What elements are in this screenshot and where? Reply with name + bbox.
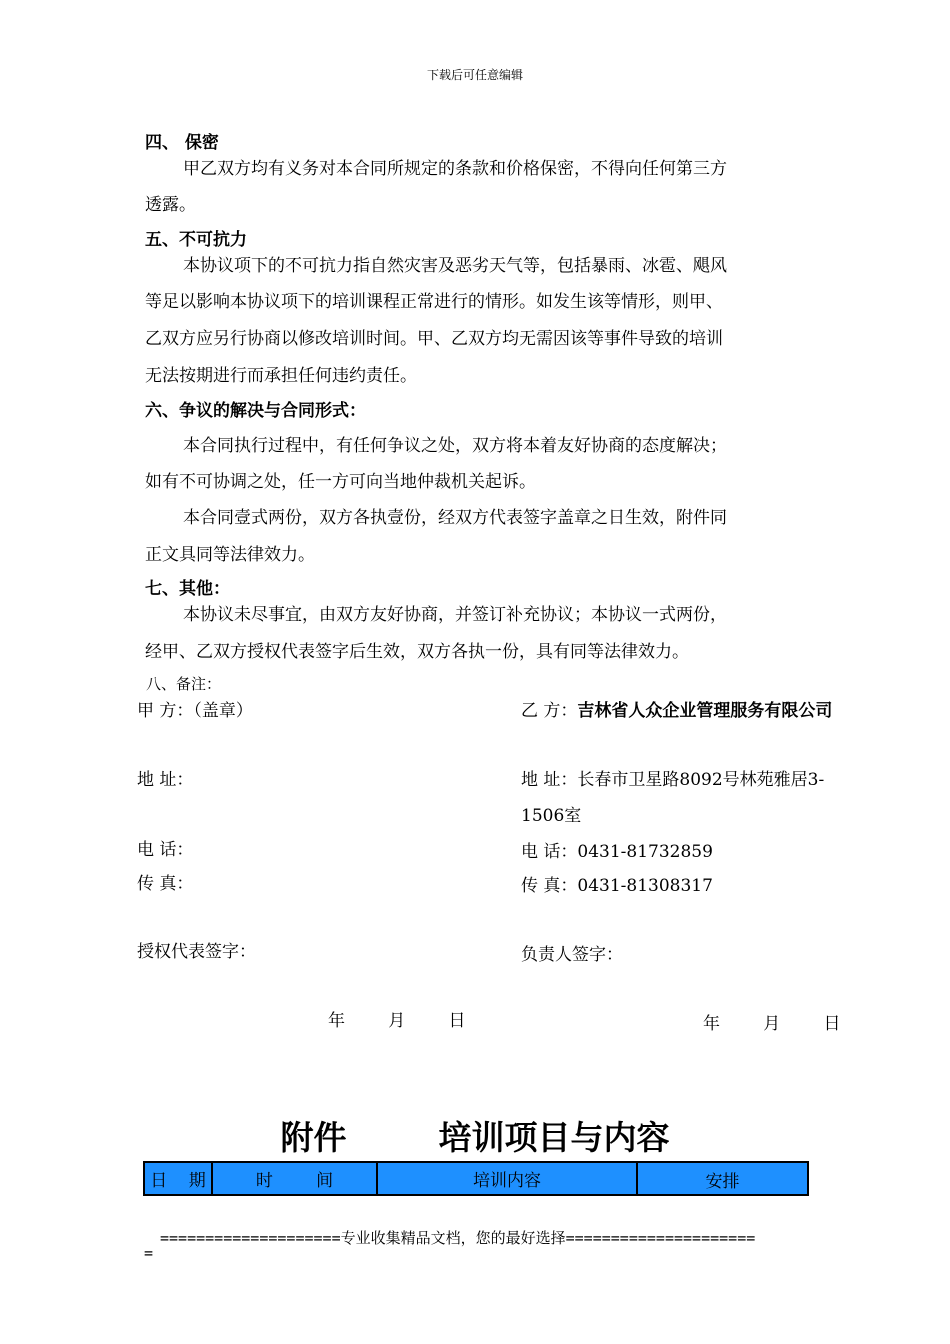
party-b-name-label: 乙 方： bbox=[521, 701, 578, 721]
party-b-fax: 传 真：0431-81308317 bbox=[521, 876, 713, 896]
party-a-name: 甲 方：（盖章） bbox=[137, 701, 253, 721]
section-7-text: 本协议未尽事宜，由双方友好协商，并签订补充协议；本协议一式两份， bbox=[183, 605, 727, 625]
section-4-text: 透露。 bbox=[145, 195, 196, 215]
party-b-address: 地 址：长春市卫星路8092号林苑雅居3- bbox=[521, 770, 825, 790]
section-6-text: 本合同执行过程中，有任何争议之处，双方将本着友好协商的态度解决； bbox=[183, 436, 727, 456]
section-7-title: 七、其他： bbox=[145, 579, 230, 599]
section-5-text: 乙双方应另行协商以修改培训时间。甲、乙双方均无需因该等事件导致的培训 bbox=[145, 329, 723, 349]
party-a-fax: 传 真： bbox=[137, 874, 194, 894]
section-8-title: 八、备注： bbox=[146, 675, 222, 693]
column-header-time: 时 间 bbox=[212, 1162, 377, 1195]
party-b-company: 吉林省人众企业管理服务有限公司 bbox=[577, 701, 833, 721]
section-6-text: 本合同壹式两份，双方各执壹份，经双方代表签字盖章之日生效，附件同 bbox=[183, 508, 727, 528]
section-5-text: 等足以影响本协议项下的培训课程正常进行的情形。如发生该等情形，则甲、 bbox=[145, 292, 723, 312]
party-b-phone: 电 话：0431-81732859 bbox=[521, 842, 713, 862]
section-7-text: 经甲、乙双方授权代表签字后生效，双方各执一份，具有同等法律效力。 bbox=[145, 642, 689, 662]
footer-line-end: = bbox=[144, 1244, 154, 1262]
party-a-address: 地 址： bbox=[137, 770, 194, 790]
column-header-arrangement: 安排 bbox=[637, 1162, 808, 1195]
section-6-text: 如有不可协调之处，任一方可向当地仲裁机关起诉。 bbox=[145, 472, 536, 492]
section-5-text: 无法按期进行而承担任何违约责任。 bbox=[145, 366, 417, 386]
party-b-signature: 负责人签字： bbox=[521, 945, 623, 965]
party-a-phone: 电 话： bbox=[137, 840, 194, 860]
party-b-date: 年 月 日 bbox=[703, 1014, 841, 1034]
schedule-table bbox=[143, 1161, 809, 1196]
party-a-date: 年 月 日 bbox=[328, 1011, 466, 1031]
section-5-title: 五、不可抗力 bbox=[145, 230, 247, 250]
page-header: 下载后可任意编辑 bbox=[426, 68, 523, 82]
section-6-title: 六、争议的解决与合同形式： bbox=[145, 401, 366, 421]
appendix-title: 附件 培训项目与内容 bbox=[280, 1118, 670, 1157]
table-header-row bbox=[144, 1162, 808, 1195]
party-a-signature: 授权代表签字： bbox=[137, 942, 256, 962]
section-6-text: 正文具同等法律效力。 bbox=[145, 545, 315, 565]
section-5-text: 本协议项下的不可抗力指自然灾害及恶劣天气等，包括暴雨、冰雹、飓风 bbox=[183, 256, 727, 276]
column-header-date: 日 期 bbox=[144, 1162, 212, 1195]
party-b-name bbox=[521, 696, 832, 721]
party-b-address-cont: 1506室 bbox=[521, 806, 582, 826]
footer-line: ====================专业收集精品文档，您的最好选择===================== bbox=[160, 1229, 756, 1247]
section-4-title: 四、 保密 bbox=[145, 133, 219, 153]
column-header-content: 培训内容 bbox=[377, 1162, 637, 1195]
section-4-text: 甲乙双方均有义务对本合同所规定的条款和价格保密，不得向任何第三方 bbox=[183, 159, 727, 179]
